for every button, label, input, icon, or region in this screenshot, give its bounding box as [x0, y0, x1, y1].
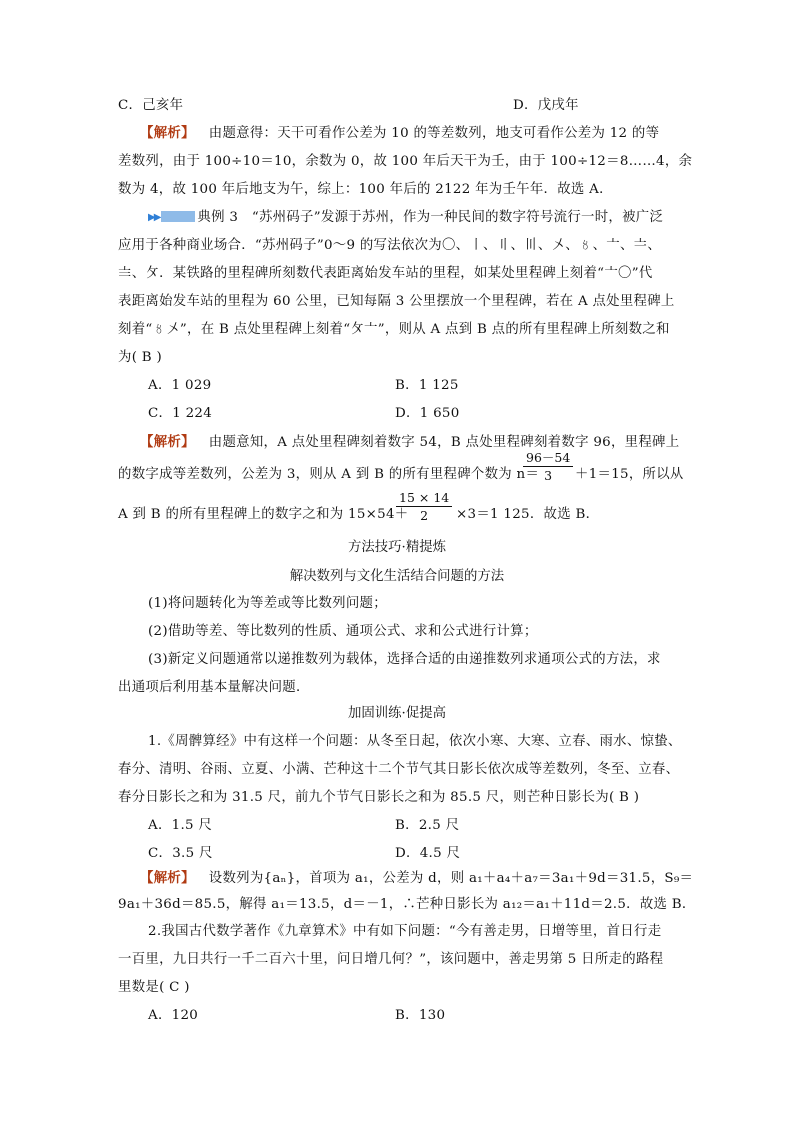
- question-line: 里数是( C ): [118, 980, 190, 995]
- section-subheading: 解决数列与文化生活结合问题的方法: [289, 569, 505, 584]
- option-row: [148, 844, 708, 864]
- example-line: 为( B ): [118, 350, 162, 365]
- option-d: D．4.5 尺: [395, 846, 461, 861]
- question-line: 春分、清明、谷雨、立夏、小满、芒种这十二个节气其日影长依次成等差数列，冬至、立春、: [118, 762, 680, 777]
- example-heading: [148, 208, 708, 228]
- question-line: 春分日影长之和为 31.5 尺，前九个节气日影长之和为 85.5 尺，则芒种日影长为( B ): [118, 790, 640, 805]
- highlight-box: [161, 211, 195, 222]
- analysis-line: A 到 B 的所有里程碑上的数字之和为 15×54＋: [118, 507, 409, 522]
- option-row: [148, 816, 708, 836]
- method-item: (2)借助等差、等比数列的性质、通项公式、求和公式进行计算；: [148, 624, 538, 639]
- fraction-numerator: 15 × 14: [396, 489, 452, 507]
- example-line: 刻着“〥〤”，在 B 点处里程碑上刻着“〩〦”，则从 A 点到 B 点的所有里程碑上所刻数之和: [118, 322, 670, 337]
- option-b: B．130: [395, 1008, 446, 1023]
- analysis-line: [140, 868, 700, 889]
- fraction-denominator: 3: [544, 468, 553, 483]
- fraction-denominator: 2: [420, 508, 429, 523]
- question-line: 一百里，九日共行一千二百六十里，问日增几何？”，该问题中，善走男第 5 日所走的路程: [118, 952, 664, 967]
- option-c: C．己亥年: [118, 98, 184, 113]
- option-row: [148, 1006, 708, 1026]
- method-item: (1)将问题转化为等差或等比数列问题；: [148, 596, 387, 611]
- option-c: C．1 224: [148, 406, 213, 421]
- analysis-label: 【解析】: [140, 870, 195, 886]
- option-d: D．1 650: [395, 406, 460, 421]
- analysis-label: 【解析】: [140, 125, 195, 141]
- option-a: A．1 029: [148, 378, 212, 393]
- analysis-line: 差数列，由于 100÷10＝10，余数为 0，故 100 年后天干为壬，由于 100÷12＝8……4，余: [118, 154, 693, 169]
- option-b: B．1 125: [395, 378, 459, 393]
- option-row: [118, 96, 678, 116]
- option-c: C．3.5 尺: [148, 846, 213, 861]
- fraction-numerator: 96－54: [523, 449, 573, 467]
- analysis-line: 9a₁＋36d＝85.5，解得 a₁＝13.5，d＝－1，∴芒种日影长为 a₁₂＝a₁＋11d＝2.5．故选 B．: [118, 897, 696, 912]
- analysis-text: 由题意得：天干可看作公差为 10 的等差数列，地支可看作公差为 12 的等: [208, 126, 660, 141]
- example-line: 〨、〩．某铁路的里程碑所刻数代表距离始发车站的里程，如某处里程碑上刻着“〦〇”代: [118, 266, 653, 281]
- example-text: 典例 3 “苏州码子”发源于苏州，作为一种民间的数字符号流行一时，被广泛: [197, 210, 664, 225]
- analysis-line: ×3＝1 125．故选 B．: [456, 507, 600, 522]
- option-a: A．120: [148, 1008, 199, 1023]
- analysis-line: 数为 4，故 100 年后地支为午，综上：100 年后的 2122 年为壬午年．故选 A．: [118, 182, 613, 197]
- option-d: D．戊戌年: [513, 98, 579, 113]
- example-line: 应用于各种商业场合．“苏州码子”0～9 的写法依次为〇、〡、〢、〣、〤、〥、〦、〧、: [118, 238, 662, 253]
- option-row: [148, 404, 708, 424]
- analysis-label: 【解析】: [140, 434, 195, 450]
- question-line: 1.《周髀算经》中有这样一个问题：从冬至日起，依次小寒、大寒、立春、雨水、惊蛰、: [148, 734, 682, 749]
- analysis-text: 设数列为{aₙ}，首项为 a₁，公差为 d，则 a₁＋a₄＋a₇＝3a₁＋9d＝31.5，S₉＝: [208, 871, 694, 886]
- option-row: [148, 376, 708, 396]
- arrow-icon: ▶▶: [148, 212, 160, 223]
- method-item: 出通项后利用基本量解决问题．: [118, 680, 310, 695]
- method-item: (3)新定义问题通常以递推数列为载体，选择合适的由递推数列求通项公式的方法，求: [148, 652, 661, 667]
- section-heading: 加固训练·促提高: [348, 706, 446, 721]
- analysis-line: ＋1＝15，所以从: [575, 467, 684, 482]
- analysis-text: 由题意知，A 点处里程碑刻着数字 54，B 点处里程碑刻着数字 96，里程碑上: [208, 435, 680, 450]
- fraction: [523, 449, 573, 484]
- option-a: A．1.5 尺: [148, 818, 213, 833]
- option-b: B．2.5 尺: [395, 818, 460, 833]
- section-heading: 方法技巧·精提炼: [348, 540, 446, 555]
- fraction: [396, 489, 452, 524]
- analysis-line: 的数字成等差数列，公差为 3，则从 A 到 B 的所有里程碑个数为 n＝: [118, 467, 540, 482]
- analysis-line: [140, 432, 700, 453]
- question-line: 2.我国古代数学著作《九章算术》中有如下问题：“今有善走男，日增等里，首日行走: [148, 924, 662, 939]
- example-line: 表距离始发车站的里程为 60 公里，已知每隔 3 公里摆放一个里程碑，若在 A 点处里程碑上: [118, 294, 675, 309]
- analysis-line: [140, 123, 700, 144]
